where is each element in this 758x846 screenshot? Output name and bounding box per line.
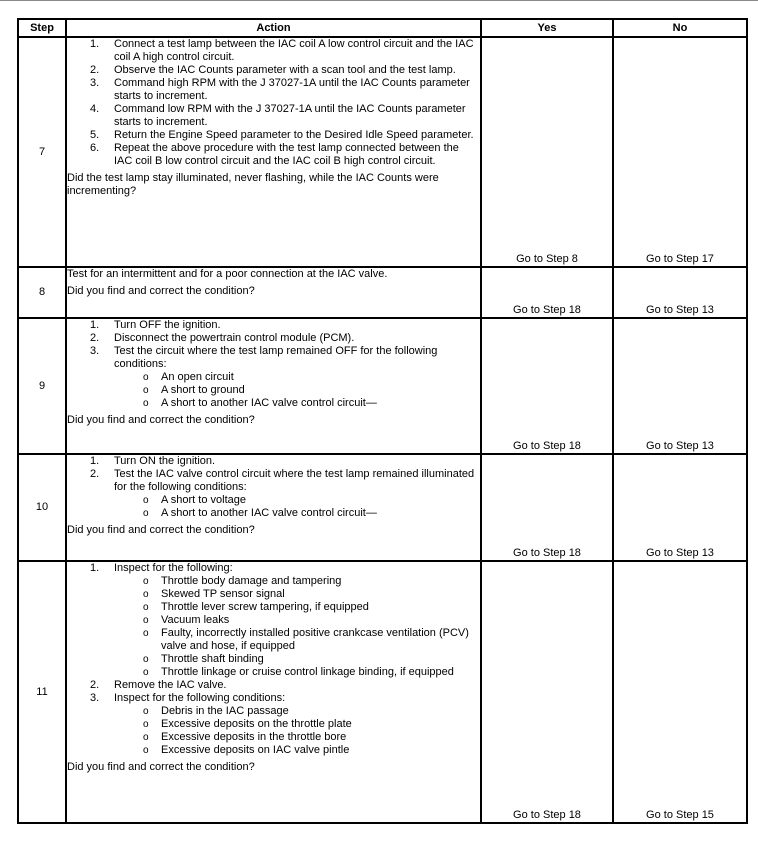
header-action: Action [66, 19, 481, 37]
no-result: Go to Step 15 [613, 561, 747, 823]
instruction-item [114, 345, 480, 410]
header-row [18, 19, 747, 37]
instruction-item: Return the Engine Speed parameter to the Desired Idle Speed parameter. [114, 129, 474, 141]
instruction-item: Connect a test lamp between the IAC coil A low control circuit and the IAC coil A high control circuit. [114, 38, 474, 63]
table-row [18, 37, 747, 267]
yes-result: Go to Step 8 [481, 37, 613, 267]
instruction-list [67, 562, 480, 757]
condition-item: o Throttle body damage and tampering [161, 575, 480, 588]
instruction-text: Test for an intermittent and for a poor connection at the IAC valve. [67, 268, 388, 280]
condition-list [114, 371, 480, 410]
action-cell [66, 37, 481, 267]
condition-item: o Excessive deposits in the throttle bore [161, 731, 480, 744]
instruction-item: Remove the IAC valve. [114, 679, 227, 691]
header-step: Step [18, 19, 66, 37]
instruction-list [67, 455, 480, 520]
yes-result: Go to Step 18 [481, 454, 613, 561]
condition-item: o Debris in the IAC passage [161, 705, 480, 718]
condition-item: o Vacuum leaks [161, 614, 480, 627]
instruction-item [114, 468, 480, 520]
question-text: Did you find and correct the condition? [67, 761, 255, 773]
instruction-item: Turn ON the ignition. [114, 455, 216, 467]
condition-item: o A short to another IAC valve control circuit— [161, 507, 480, 520]
question-text: Did the test lamp stay illuminated, never flashing, while the IAC Counts were incrementing? [67, 172, 439, 197]
question-text: Did you find and correct the condition? [67, 524, 255, 536]
condition-item: o A short to another IAC valve control circuit— [161, 397, 480, 410]
step-number: 8 [18, 267, 66, 318]
condition-list [114, 575, 480, 679]
step-number: 11 [18, 561, 66, 823]
condition-list [114, 494, 480, 520]
instruction-text: Inspect for the following: [114, 562, 233, 574]
condition-item: o Faulty, incorrectly installed positive crankcase ventilation (PCV) valve and hose, if equipped [161, 627, 480, 653]
instruction-item [114, 562, 480, 679]
action-cell [66, 454, 481, 561]
instruction-item: Turn OFF the ignition. [114, 319, 221, 331]
condition-item: o Excessive deposits on the throttle plate [161, 718, 480, 731]
action-cell [66, 318, 481, 454]
header-no: No [613, 19, 747, 37]
instruction-list [67, 319, 480, 410]
instruction-item: Repeat the above procedure with the test lamp connected between the IAC coil B low control circuit and the IAC coil B high control circuit. [114, 142, 459, 167]
step-number: 7 [18, 37, 66, 267]
yes-result: Go to Step 18 [481, 267, 613, 318]
step-number: 10 [18, 454, 66, 561]
header-yes: Yes [481, 19, 613, 37]
instruction-item: Command high RPM with the J 37027-1A until the IAC Counts parameter starts to increment. [114, 77, 470, 102]
instruction-list [67, 38, 480, 168]
no-result: Go to Step 17 [613, 37, 747, 267]
instruction-text: Test the IAC valve control circuit where the test lamp remained illuminated for the following conditions: [114, 468, 475, 493]
condition-list [114, 705, 480, 757]
instruction-item: Observe the IAC Counts parameter with a scan tool and the test lamp. [114, 64, 456, 76]
condition-item: o A short to ground [161, 384, 480, 397]
condition-item: o A short to voltage [161, 494, 480, 507]
yes-result: Go to Step 18 [481, 318, 613, 454]
condition-item: o Skewed TP sensor signal [161, 588, 480, 601]
no-result: Go to Step 13 [613, 267, 747, 318]
step-number: 9 [18, 318, 66, 454]
condition-item: o An open circuit [161, 371, 480, 384]
instruction-item [114, 692, 480, 757]
no-result: Go to Step 13 [613, 454, 747, 561]
table-row [18, 561, 747, 823]
instruction-text: Test the circuit where the test lamp remained OFF for the following conditions: [114, 345, 438, 370]
condition-item: o Throttle linkage or cruise control linkage binding, if equipped [161, 666, 480, 679]
instruction-item: Disconnect the powertrain control module (PCM). [114, 332, 355, 344]
action-cell [66, 267, 481, 318]
action-cell [66, 561, 481, 823]
instruction-item: Command low RPM with the J 37027-1A until the IAC Counts parameter starts to increment. [114, 103, 466, 128]
no-result: Go to Step 13 [613, 318, 747, 454]
table-row [18, 454, 747, 561]
table-row [18, 318, 747, 454]
condition-item: o Throttle shaft binding [161, 653, 480, 666]
table-row [18, 267, 747, 318]
yes-result: Go to Step 18 [481, 561, 613, 823]
condition-item: o Excessive deposits on IAC valve pintle [161, 744, 480, 757]
condition-item: o Throttle lever screw tampering, if equipped [161, 601, 480, 614]
instruction-text: Inspect for the following conditions: [114, 692, 286, 704]
question-text: Did you find and correct the condition? [67, 414, 255, 426]
question-text: Did you find and correct the condition? [67, 285, 255, 297]
diagnostic-table [17, 18, 748, 824]
top-rule [0, 0, 758, 1]
